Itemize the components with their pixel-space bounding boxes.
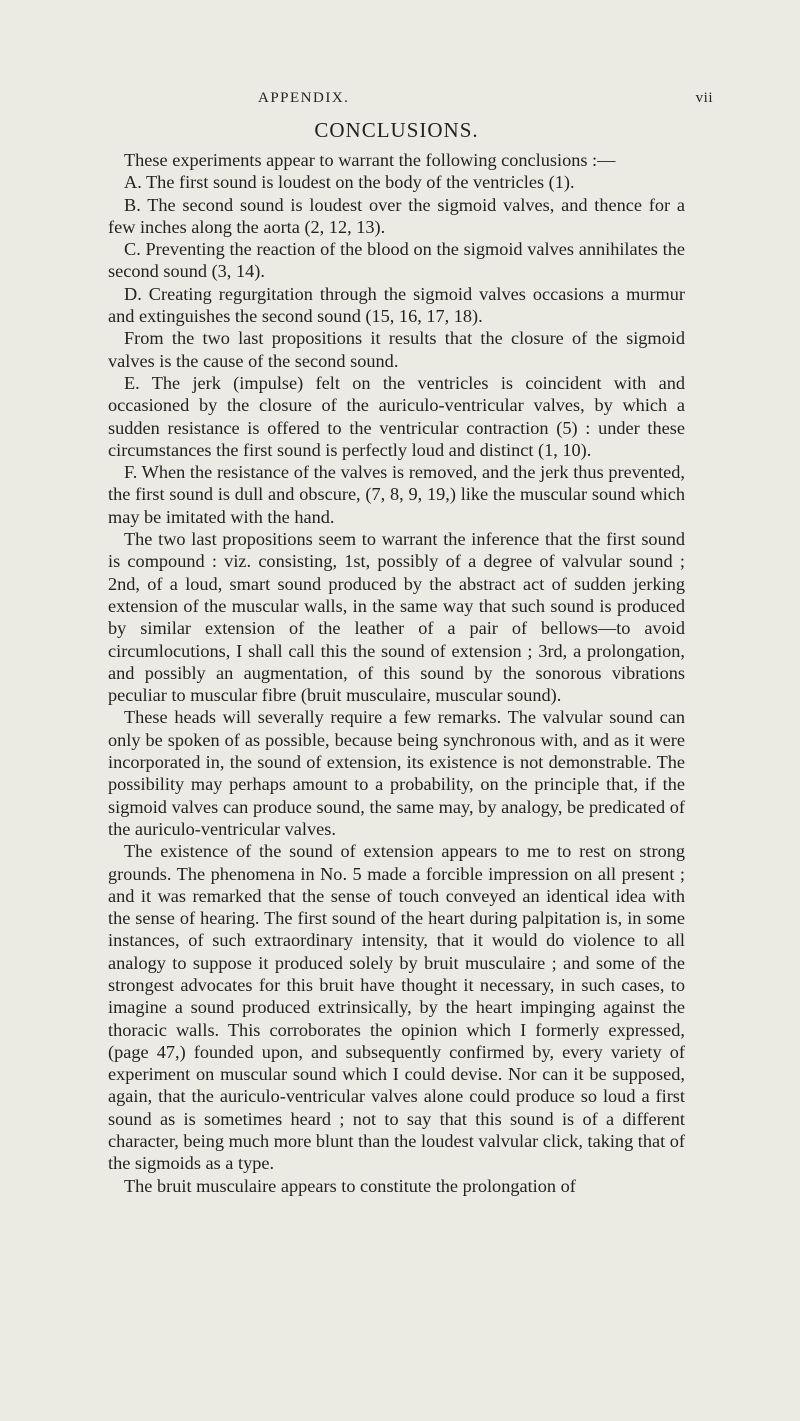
paragraph-compound-first-sound: The two last propositions seem to warrant the inference that the first sound is compound : viz. consisting, 1st, possibly of a degree of valvular sound ; 2nd, of a loud, smart sound produced by the abstract act of sudden jerking extension of the muscular walls, in the same way that such sound is produced by similar extension of the leather of a pair of bellows—to avoid circumlocutions, I shall call this the sound of extension ; 3rd, a prolongation, and possibly an augmentation, of this sound by the sonorous vibrations peculiar to muscular fibre (bruit musculaire, muscular sound). bbox=[108, 529, 685, 706]
paragraph-intro: These experiments appear to warrant the following conclusions :— bbox=[124, 150, 616, 170]
paragraph-conclusion-e: E. The jerk (impulse) felt on the ventricles is coincident with and occasioned by the closure of the auriculo-ventricular valves, by which a sudden resistance is offered to the ventricular contraction (5) : under these circumstances the first sound is perfectly loud and distinct (1, 10). bbox=[108, 372, 685, 460]
paragraph-conclusion-a: A. The first sound is loudest on the body of the ventricles (1). bbox=[124, 172, 575, 193]
paragraph-bruit-musculaire: The bruit musculaire appears to constitute the prolongation of bbox=[124, 1175, 576, 1196]
paragraph-conclusion-c: C. Preventing the reaction of the blood on the sigmoid valves annihilates the second sound (3, 14). bbox=[108, 239, 685, 282]
page-number: vii bbox=[695, 90, 713, 106]
section-heading: CONCLUSIONS. bbox=[314, 118, 479, 142]
running-head-title: APPENDIX. bbox=[258, 90, 350, 106]
paragraph-valvular-sound: These heads will severally require a few remarks. The valvular sound can only be spoken of as possible, because being synchronous with, and as it were incorporated in, the sound of extension, its existence is not demonstrable. The possibility may perhaps amount to a probability, on the principle that, if the sigmoid valves can produce sound, the same may, by analogy, be predicated of the auriculo-ventricular valves. bbox=[108, 707, 685, 839]
paragraph-conclusion-b: B. The second sound is loudest over the sigmoid valves, and thence for a few inches along the aorta (2, 12, 13). bbox=[108, 194, 685, 237]
paragraph-sound-of-extension: The existence of the sound of extension appears to me to rest on strong grounds. The phenomena in No. 5 made a forcible impression on all present ; and it was remarked that the sense of touch conveyed an identical idea with the sense of hearing. The first sound of the heart during palpitation is, in some instances, of such extraordinary intensity, that it would do violence to all analogy to suppose it produced solely by bruit musculaire ; and some of the strongest advocates for this bruit have thought it necessary, in such cases, to imagine a sound produced extrinsically, by the heart impinging against the thoracic walls. This corroborates the opinion which I formerly expressed, (page 47,) founded upon, and subsequently confirmed by, every variety of experiment on muscular sound which I could devise. Nor can it be supposed, again, that the auriculo-ventricular valves alone could produce so loud a first sound as is sometimes heard ; not to say that this sound is of a different character, being much more blunt than the loudest valvular click, taking that of the sigmoids as a type. bbox=[108, 841, 685, 1174]
paragraph-conclusion-f: F. When the resistance of the valves is removed, and the jerk thus prevented, the first sound is dull and obscure, (7, 8, 9, 19,) like the muscular sound which may be imitated with the hand. bbox=[108, 462, 685, 527]
paragraph-inference-second-sound: From the two last propositions it results that the closure of the sigmoid valves is the cause of the second sound. bbox=[108, 328, 685, 371]
running-head bbox=[108, 90, 713, 112]
paragraph-conclusion-d: D. Creating regurgitation through the sigmoid valves occasions a murmur and extinguishes the second sound (15, 16, 17, 18). bbox=[108, 283, 685, 327]
